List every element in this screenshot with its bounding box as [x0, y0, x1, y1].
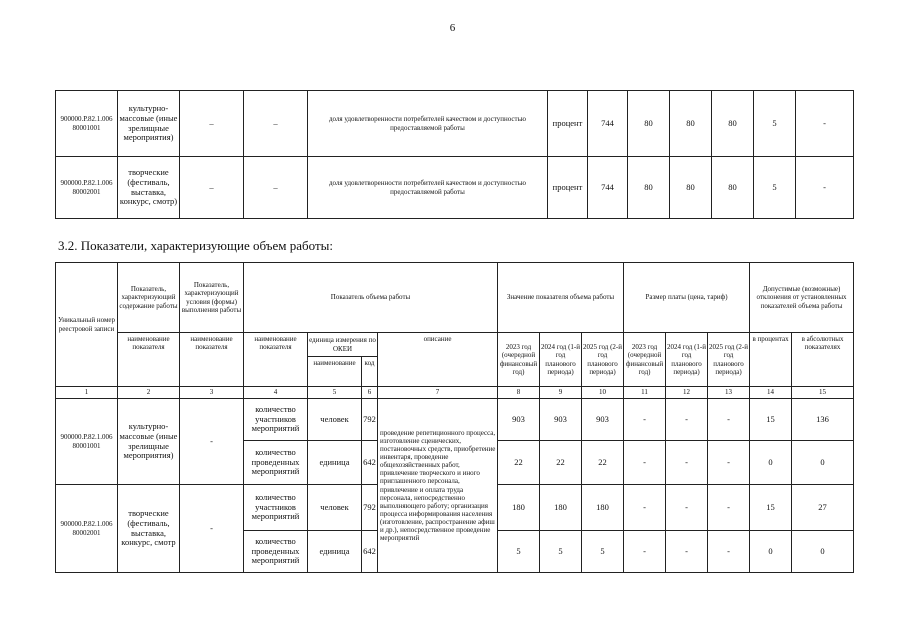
header-okei-code: код [362, 357, 378, 387]
unit-name: процент [548, 157, 588, 219]
header-f2024: 2024 год (1-й год планового периода) [666, 333, 708, 387]
fee-2024: - [666, 485, 708, 531]
header-dev-pct: в процентах [750, 333, 792, 387]
registry-code: 900000.Р.82.1.006 80002001 [56, 485, 118, 573]
table-row [56, 91, 854, 157]
registry-code: 900000.Р.82.1.006 80001001 [56, 399, 118, 485]
header-f2023: 2023 год (очередной финансовый год) [624, 333, 666, 387]
value-2023: 80 [628, 91, 670, 157]
empty-cell: – [180, 157, 244, 219]
value-2025: 80 [712, 91, 754, 157]
table-row [56, 157, 854, 219]
unit-name: единица [308, 531, 362, 573]
value-2024: 80 [670, 157, 712, 219]
okei-code: 744 [588, 91, 628, 157]
deviation-abs: 27 [792, 485, 854, 531]
header-volume: Показатель объема работы [244, 263, 498, 333]
page-number: 6 [449, 22, 456, 34]
volume-indicator-name: количество проведенных мероприятий [244, 441, 308, 485]
header-unique: Уникальный номер реестровой записи [56, 263, 118, 387]
col-number: 7 [378, 387, 498, 399]
col-number: 3 [180, 387, 244, 399]
value-2023: 903 [498, 399, 540, 441]
value-2023: 180 [498, 485, 540, 531]
unit-name: человек [308, 485, 362, 531]
deviation-pct: 0 [750, 531, 792, 573]
fee-2025: - [708, 485, 750, 531]
work-content: творческие (фестиваль, выставка, конкурс, смотр [118, 485, 180, 573]
deviation-abs: 0 [792, 531, 854, 573]
deviation-abs: 0 [792, 441, 854, 485]
fee-2025: - [708, 399, 750, 441]
unit-code: 642 [362, 531, 378, 573]
deviation-pct: 5 [754, 91, 796, 157]
unit-code: 792 [362, 399, 378, 441]
okei-code: 744 [588, 157, 628, 219]
indicator-name: доля удовлетворенности потребителей качеством и доступностью предоставляемой работы [308, 157, 548, 219]
indicator-name: доля удовлетворенности потребителей качеством и доступностью предоставляемой работы [308, 91, 548, 157]
volume-indicator-name: количество проведенных мероприятий [244, 531, 308, 573]
header-row [56, 333, 854, 357]
volume-indicator-name: количество участников мероприятий [244, 485, 308, 531]
deviation-pct: 15 [750, 485, 792, 531]
empty-cell: – [180, 91, 244, 157]
header-f2025: 2025 год (2-й год планового периода) [708, 333, 750, 387]
fee-2023: - [624, 441, 666, 485]
header-ind-name: наименование показателя [118, 333, 180, 387]
unit-code: 642 [362, 441, 378, 485]
unit-code: 792 [362, 485, 378, 531]
work-content: культурно-массовые (иные зрелищные мероприятия) [118, 91, 180, 157]
col-number: 12 [666, 387, 708, 399]
deviation-pct: 5 [754, 157, 796, 219]
header-dev-abs: в абсолютных показателях [792, 333, 854, 387]
value-2025: 80 [712, 157, 754, 219]
work-content: творческие (фестиваль, выставка, конкурс, смотр) [118, 157, 180, 219]
deviation-pct: 15 [750, 399, 792, 441]
column-numbers-row [56, 387, 854, 399]
header-okei: единица измерения по ОКЕИ [308, 333, 378, 357]
deviation-abs: 136 [792, 399, 854, 441]
deviation-pct: 0 [750, 441, 792, 485]
table-row [56, 399, 854, 441]
empty-cell: – [244, 91, 308, 157]
registry-code: 900000.Р.82.1.006 80002001 [56, 157, 118, 219]
fee-2025: - [708, 441, 750, 485]
col-number: 4 [244, 387, 308, 399]
fee-2023: - [624, 399, 666, 441]
volume-indicator-name: количество участников мероприятий [244, 399, 308, 441]
col-number: 5 [308, 387, 362, 399]
deviation-abs: - [796, 91, 854, 157]
header-conditions: Показатель, характеризующий условия (формы) выполнения работы [180, 263, 244, 333]
registry-code: 900000.Р.82.1.006 80001001 [56, 91, 118, 157]
header-okei-name: наименование [308, 357, 362, 387]
col-number: 11 [624, 387, 666, 399]
work-content: культурно-массовые (иные зрелищные мероприятия) [118, 399, 180, 485]
fee-2024: - [666, 441, 708, 485]
deviation-abs: - [796, 157, 854, 219]
value-2024: 180 [540, 485, 582, 531]
header-fee: Размер платы (цена, тариф) [624, 263, 750, 333]
fee-2024: - [666, 399, 708, 441]
header-deviation: Допустимые (возможные) отклонения от установленных показателей объема работы [750, 263, 854, 333]
value-2025: 5 [582, 531, 624, 573]
volume-indicators-table [55, 262, 854, 573]
work-description: проведение репетиционного процесса, изготовление сценических, постановочных средств, приобретение инвентаря, проведение общехозяйственных работ, привлечение творческого и иного приглашенного персонала, привлечение и оплата труда персонала, непосредственно выполняющего работу; организация процесса информирования населения (изготовление, распространение афиш и др.), непосредственное проведение мероприятий [378, 399, 498, 573]
value-2023: 22 [498, 441, 540, 485]
col-number: 10 [582, 387, 624, 399]
col-number: 14 [750, 387, 792, 399]
value-2023: 5 [498, 531, 540, 573]
col-number: 2 [118, 387, 180, 399]
fee-2023: - [624, 531, 666, 573]
empty-cell: – [244, 157, 308, 219]
col-number: 1 [56, 387, 118, 399]
col-number: 13 [708, 387, 750, 399]
value-2024: 903 [540, 399, 582, 441]
value-2025: 180 [582, 485, 624, 531]
header-content: Показатель, характеризующий содержание работы [118, 263, 180, 333]
fee-2023: - [624, 485, 666, 531]
value-2024: 80 [670, 91, 712, 157]
header-row [56, 263, 854, 333]
col-number: 15 [792, 387, 854, 399]
fee-2024: - [666, 531, 708, 573]
col-number: 6 [362, 387, 378, 399]
section-title: 3.2. Показатели, характеризующие объем работы: [58, 238, 333, 253]
unit-name: процент [548, 91, 588, 157]
conditions-value: - [180, 485, 244, 573]
fee-2025: - [708, 531, 750, 573]
unit-name: человек [308, 399, 362, 441]
value-2024: 22 [540, 441, 582, 485]
header-y2025: 2025 год (2-й год планового периода) [582, 333, 624, 387]
header-y2024: 2024 год (1-й год планового периода) [540, 333, 582, 387]
value-2024: 5 [540, 531, 582, 573]
unit-name: единица [308, 441, 362, 485]
header-values: Значение показателя объема работы [498, 263, 624, 333]
value-2025: 22 [582, 441, 624, 485]
header-cond-name: наименование показателя [180, 333, 244, 387]
conditions-value: - [180, 399, 244, 485]
value-2025: 903 [582, 399, 624, 441]
quality-indicators-table [55, 90, 854, 219]
header-y2023: 2023 год (очередной финансовый год) [498, 333, 540, 387]
value-2023: 80 [628, 157, 670, 219]
header-vol-name: наименование показателя [244, 333, 308, 387]
col-number: 9 [540, 387, 582, 399]
header-description: описание [378, 333, 498, 387]
col-number: 8 [498, 387, 540, 399]
